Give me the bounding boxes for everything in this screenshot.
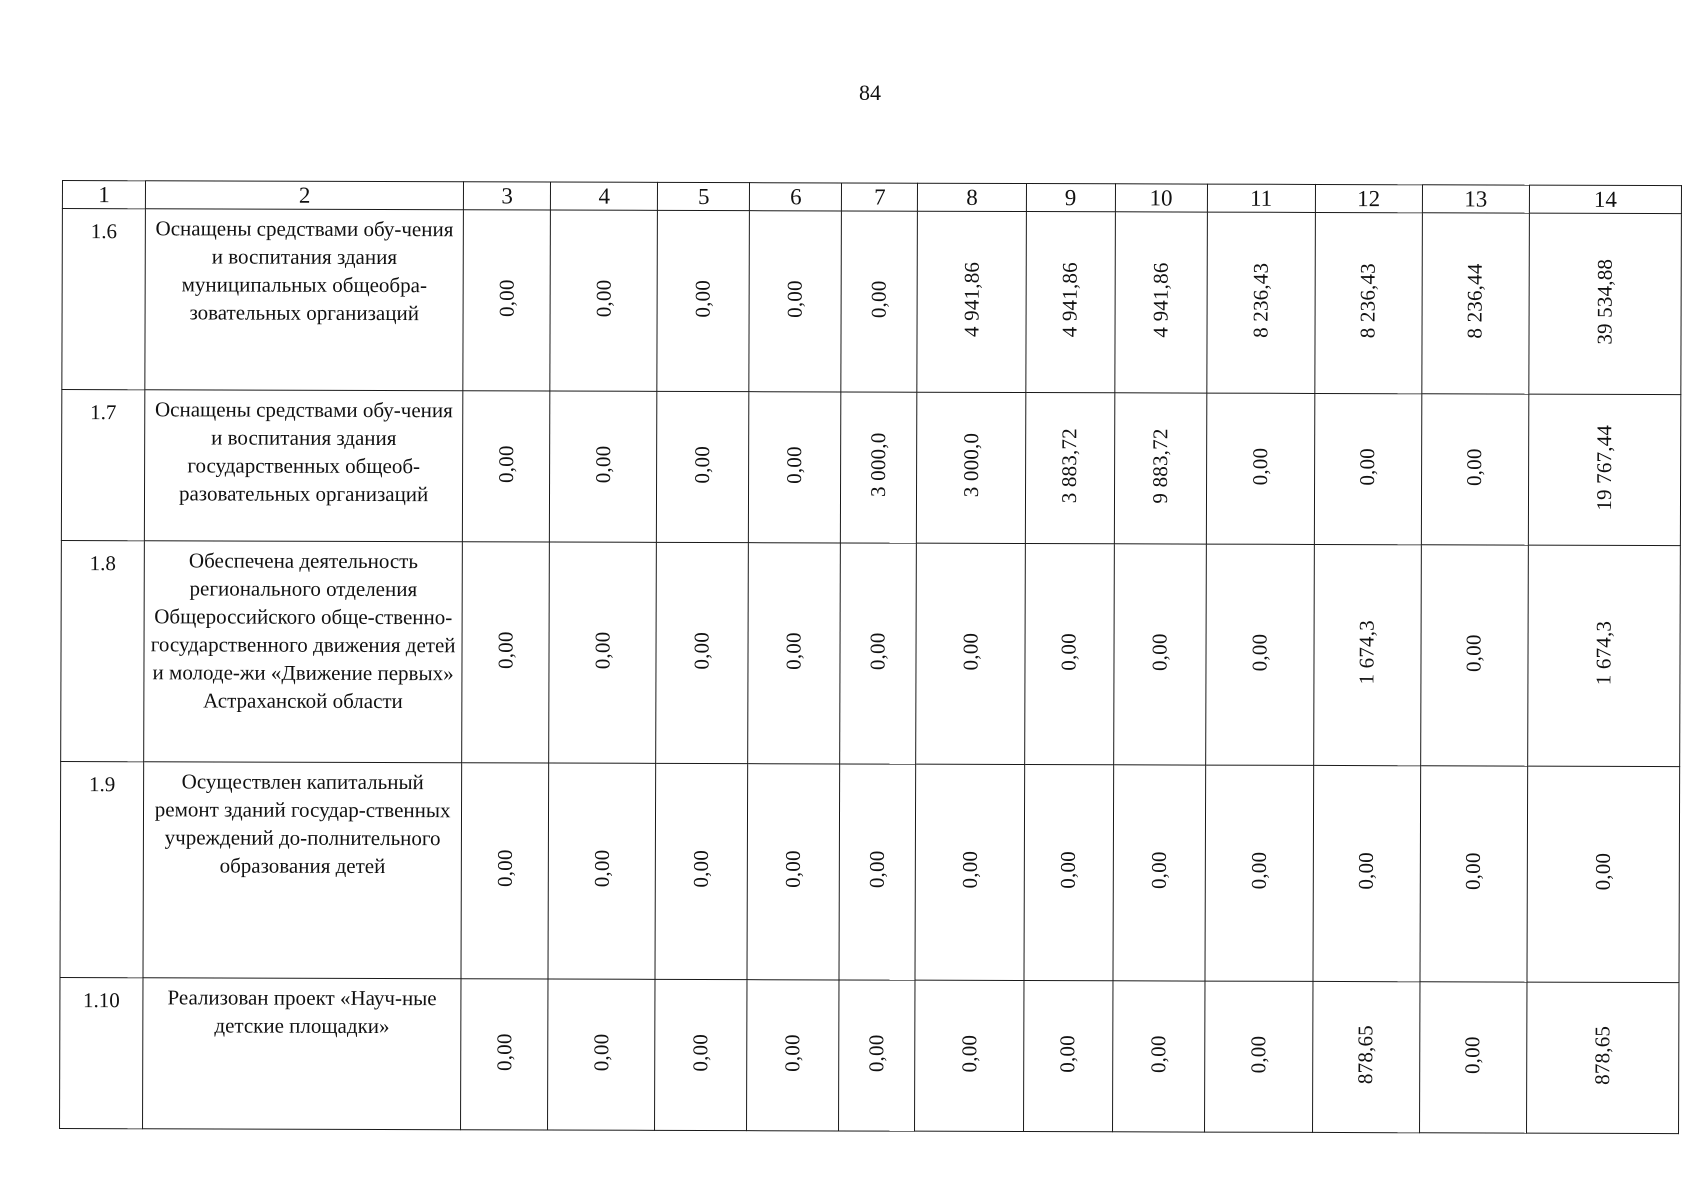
value-cell xyxy=(549,542,657,763)
value-cell xyxy=(747,764,840,980)
value-text: 0,00 xyxy=(1355,447,1380,486)
row-description: Оснащены средствами обу-чения и воспитания здания государственных общеоб-разовательных организаций xyxy=(144,390,463,542)
row-number: 1.7 xyxy=(61,390,145,541)
value-text: 0,00 xyxy=(1245,1035,1270,1074)
value-text: 0,00 xyxy=(956,1034,981,1073)
value-text: 3 000,0 xyxy=(958,433,983,498)
value-text: 0,00 xyxy=(1354,852,1379,890)
value-text: 0,00 xyxy=(591,279,616,318)
value-text: 0,00 xyxy=(1055,1034,1080,1073)
value-text: 0,00 xyxy=(494,279,519,317)
value-text: 0,00 xyxy=(688,1033,713,1072)
value-text: 39 534,88 xyxy=(1592,258,1617,345)
value-cell xyxy=(1024,544,1114,765)
column-header: 12 xyxy=(1315,184,1422,212)
value-text: 0,00 xyxy=(690,445,715,484)
value-text: 0,00 xyxy=(491,1033,517,1071)
value-text: 4 941,86 xyxy=(1148,262,1173,338)
value-cell xyxy=(749,211,842,392)
value-cell xyxy=(1421,394,1529,545)
value-text: 878,65 xyxy=(1353,1025,1378,1085)
value-cell xyxy=(548,763,656,979)
value-cell xyxy=(1023,981,1113,1132)
value-text: 0,00 xyxy=(864,1034,889,1072)
value-text: 0,00 xyxy=(492,849,517,888)
column-header: 10 xyxy=(1115,184,1207,212)
value-text: 3 883,72 xyxy=(1057,428,1082,504)
value-text: 0,00 xyxy=(1146,851,1171,890)
value-text: 0,00 xyxy=(1462,448,1487,486)
column-header: 6 xyxy=(750,183,842,211)
value-cell xyxy=(917,211,1026,392)
value-text: 0,00 xyxy=(1247,633,1272,672)
value-cell xyxy=(548,979,656,1130)
value-text: 4 941,86 xyxy=(959,261,984,337)
value-text: 8 236,43 xyxy=(1248,262,1273,338)
value-cell xyxy=(1526,982,1679,1133)
value-text: 0,00 xyxy=(590,445,615,484)
value-cell xyxy=(657,210,750,391)
value-text: 0,00 xyxy=(782,445,807,484)
value-cell xyxy=(915,980,1024,1131)
header-row xyxy=(62,181,1681,214)
column-header: 14 xyxy=(1529,185,1681,213)
value-text: 0,00 xyxy=(1460,1036,1485,1074)
value-cell xyxy=(657,391,750,542)
value-text: 0,00 xyxy=(690,279,716,318)
value-cell xyxy=(749,392,842,543)
value-cell xyxy=(1025,393,1115,544)
value-cell xyxy=(1204,981,1313,1132)
value-cell xyxy=(1313,765,1421,981)
value-text: 0,00 xyxy=(589,1033,614,1072)
value-cell xyxy=(1527,766,1680,982)
value-cell xyxy=(1528,394,1681,545)
table-row xyxy=(61,390,1680,546)
value-cell xyxy=(1112,981,1205,1132)
row-description: Осуществлен капитальный ремонт зданий государ-ственных учреждений до-полнительного образования детей xyxy=(143,762,462,979)
value-text: 0,00 xyxy=(589,849,614,888)
value-cell xyxy=(1206,212,1315,393)
value-cell xyxy=(1205,765,1314,981)
value-cell xyxy=(1527,545,1680,766)
value-cell xyxy=(655,979,748,1130)
value-cell xyxy=(656,542,749,763)
value-text: 0,00 xyxy=(1461,634,1486,672)
value-cell xyxy=(916,543,1025,764)
value-text: 0,00 xyxy=(865,850,890,889)
value-text: 0,00 xyxy=(1590,853,1615,891)
value-cell xyxy=(1113,765,1206,981)
row-number: 1.8 xyxy=(61,540,145,761)
value-cell xyxy=(1113,544,1206,765)
value-text: 0,00 xyxy=(1246,851,1271,890)
value-cell xyxy=(462,542,550,763)
value-text: 0,00 xyxy=(1145,1035,1170,1073)
value-text: 19 767,44 xyxy=(1591,424,1617,511)
value-text: 0,00 xyxy=(782,279,808,318)
value-text: 0,00 xyxy=(689,850,714,888)
column-header: 9 xyxy=(1026,184,1115,212)
value-text: 0,00 xyxy=(1055,851,1080,889)
value-cell xyxy=(1025,212,1115,393)
column-header: 4 xyxy=(551,182,658,210)
row-number: 1.9 xyxy=(60,761,144,977)
value-text: 1 674,3 xyxy=(1354,620,1379,685)
value-text: 0,00 xyxy=(1247,447,1272,486)
value-cell xyxy=(1422,213,1530,394)
value-cell xyxy=(1314,393,1422,544)
column-header: 11 xyxy=(1207,184,1315,212)
table-row xyxy=(61,540,1681,766)
value-cell xyxy=(915,764,1024,980)
page-number: 84 xyxy=(859,80,881,105)
column-header: 1 xyxy=(62,181,145,209)
value-text: 0,00 xyxy=(781,631,806,670)
table-row xyxy=(62,209,1682,395)
value-text: 0,00 xyxy=(1147,633,1172,671)
value-cell xyxy=(463,210,551,391)
value-cell xyxy=(841,392,918,543)
value-cell xyxy=(461,979,549,1130)
value-text: 0,00 xyxy=(1056,632,1081,671)
value-cell xyxy=(550,391,658,542)
value-cell xyxy=(461,763,549,979)
value-cell xyxy=(839,980,916,1131)
value-cell xyxy=(1315,212,1423,393)
value-cell xyxy=(463,391,551,542)
table-row xyxy=(60,977,1679,1133)
value-text: 0,00 xyxy=(780,1033,805,1072)
value-text: 0,00 xyxy=(1461,852,1486,891)
value-cell xyxy=(1206,393,1315,544)
row-description: Обеспечена деятельность регионального отделения Общероссийского обще-ственно-государственного движения детей и молоде-жи «Движение первых» Астраханской области xyxy=(144,541,463,763)
column-header: 5 xyxy=(658,182,750,210)
value-cell xyxy=(655,763,748,979)
value-text: 8 236,44 xyxy=(1462,263,1488,339)
value-cell xyxy=(1313,544,1421,765)
value-cell xyxy=(1529,213,1682,394)
value-cell xyxy=(839,764,916,980)
column-header: 3 xyxy=(464,182,551,210)
column-header: 8 xyxy=(918,183,1026,211)
value-text: 0,00 xyxy=(781,850,806,889)
value-text: 0,00 xyxy=(865,632,891,670)
value-text: 0,00 xyxy=(957,851,982,889)
value-cell xyxy=(917,392,1026,543)
value-text: 8 236,43 xyxy=(1355,263,1380,339)
data-table xyxy=(59,180,1682,1134)
table-row xyxy=(60,761,1680,982)
value-cell xyxy=(841,211,918,392)
value-cell xyxy=(1114,212,1207,393)
row-number: 1.6 xyxy=(62,209,146,390)
value-cell xyxy=(550,210,658,391)
value-text: 9 883,72 xyxy=(1147,428,1172,504)
column-header: 7 xyxy=(842,183,918,211)
value-cell xyxy=(1420,545,1528,766)
value-text: 4 941,86 xyxy=(1057,262,1082,338)
value-cell xyxy=(1312,981,1420,1132)
row-description: Оснащены средствами обу-чения и воспитания здания муниципальных общеобра-зовательных организаций xyxy=(145,209,464,391)
value-text: 1 674,3 xyxy=(1591,621,1616,686)
value-text: 0,00 xyxy=(493,631,518,669)
value-text: 0,00 xyxy=(493,445,518,483)
value-text: 0,00 xyxy=(957,632,983,671)
row-number: 1.10 xyxy=(60,977,144,1128)
value-cell xyxy=(1114,393,1207,544)
column-header: 2 xyxy=(145,181,463,210)
value-text: 0,00 xyxy=(689,631,714,670)
value-cell xyxy=(748,543,841,764)
value-cell xyxy=(840,543,917,764)
value-text: 0,00 xyxy=(867,280,892,318)
value-text: 3 000,0 xyxy=(866,432,891,498)
row-description: Реализован проект «Науч-ные детские площадки» xyxy=(143,978,462,1130)
value-text: 0,00 xyxy=(590,631,615,670)
value-text: 878,65 xyxy=(1590,1025,1615,1085)
value-cell xyxy=(1419,982,1527,1133)
value-cell xyxy=(1420,766,1528,982)
value-cell xyxy=(1205,544,1314,765)
column-header: 13 xyxy=(1422,185,1529,213)
value-cell xyxy=(747,980,840,1131)
value-cell xyxy=(1024,765,1114,981)
